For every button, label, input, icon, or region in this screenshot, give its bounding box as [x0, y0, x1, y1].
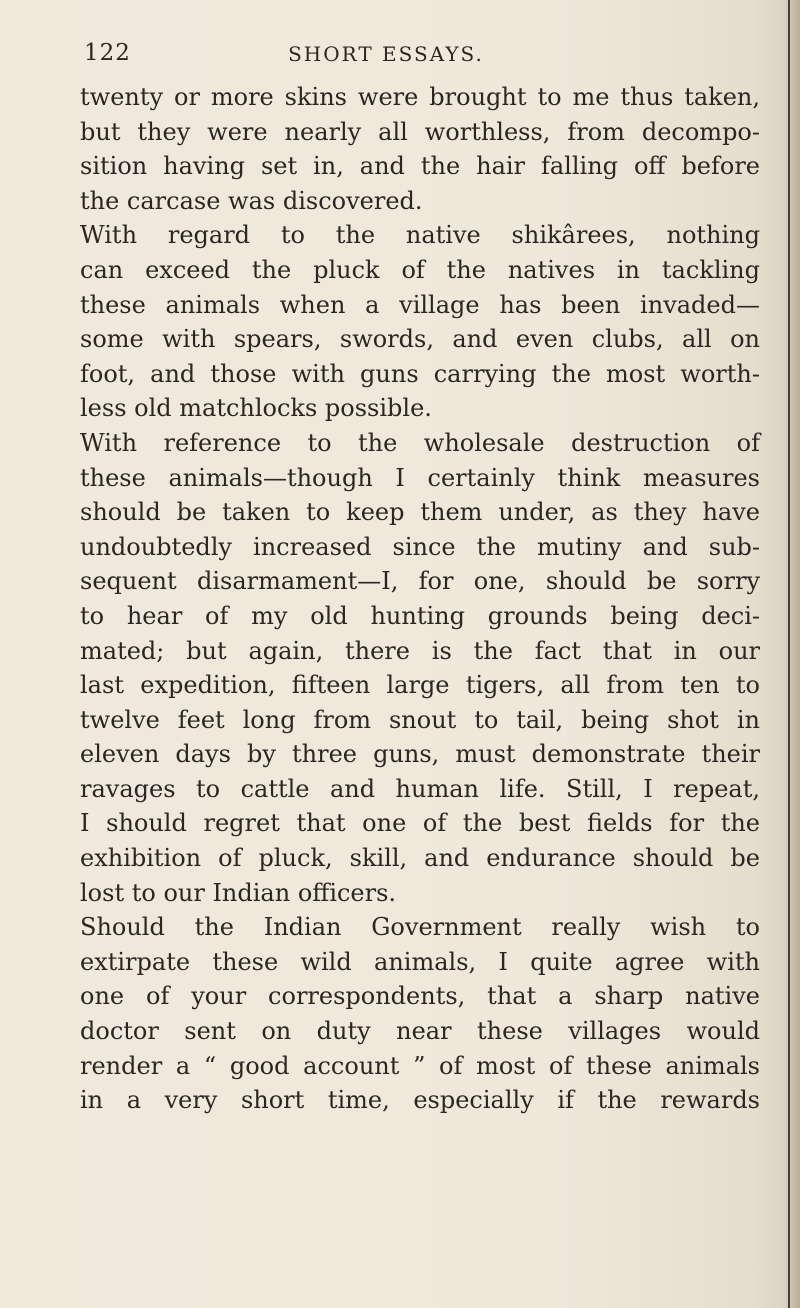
text-line: eleven days by three guns, must demonstrate their — [80, 740, 760, 769]
running-head: SHORT ESSAYS. — [288, 42, 484, 66]
page-header — [66, 40, 706, 76]
text-line: sequent disarmament—I, for one, should be sorry — [80, 567, 760, 596]
text-line: lost to our Indian officers. — [80, 878, 397, 907]
page-edge-line — [788, 0, 790, 1308]
text-line: render a “ good account ” of most of these animals — [80, 1051, 760, 1080]
text-line: ravages to cattle and human life. Still, I repeat, — [80, 774, 760, 803]
text-line: some with spears, swords, and even clubs, all on — [80, 325, 760, 354]
text-line: doctor sent on duty near these villages would — [80, 1017, 760, 1046]
text-line: less old matchlocks possible. — [80, 394, 432, 423]
text-line: one of your correspondents, that a sharp native — [80, 982, 760, 1011]
text-line: foot, and those with guns carrying the most worth- — [80, 359, 760, 388]
text-line: last expedition, fifteen large tigers, all from ten to — [80, 671, 760, 700]
text-line: these animals—though I certainly think measures — [80, 463, 760, 492]
text-line: sition having set in, and the hair falling off before — [80, 152, 760, 181]
text-line: I should regret that one of the best fields for the — [80, 809, 760, 838]
text-line: extirpate these wild animals, I quite agree with — [80, 947, 760, 976]
text-line: With reference to the wholesale destruction of — [80, 428, 760, 457]
text-line: in a very short time, especially if the rewards — [80, 1086, 760, 1115]
text-line: mated; but again, there is the fact that in our — [80, 636, 760, 665]
text-line: should be taken to keep them under, as they have — [80, 498, 760, 527]
text-line: the carcase was discovered. — [80, 186, 423, 215]
page-number: 122 — [84, 40, 131, 66]
text-line: undoubtedly increased since the mutiny and sub- — [80, 532, 760, 561]
body-text — [80, 80, 760, 1118]
text-line: to hear of my old hunting grounds being deci- — [80, 601, 760, 630]
text-line: but they were nearly all worthless, from decompo- — [80, 117, 760, 146]
text-line: exhibition of pluck, skill, and endurance should be — [80, 844, 760, 873]
text-line: Should the Indian Government really wish to — [80, 913, 760, 942]
text-line: With regard to the native shikârees, nothing — [80, 221, 760, 250]
text-line: can exceed the pluck of the natives in tackling — [80, 255, 760, 284]
text-line: twelve feet long from snout to tail, being shot in — [80, 705, 760, 734]
text-line: twenty or more skins were brought to me thus taken, — [80, 83, 760, 111]
text-line: these animals when a village has been invaded— — [80, 290, 760, 319]
